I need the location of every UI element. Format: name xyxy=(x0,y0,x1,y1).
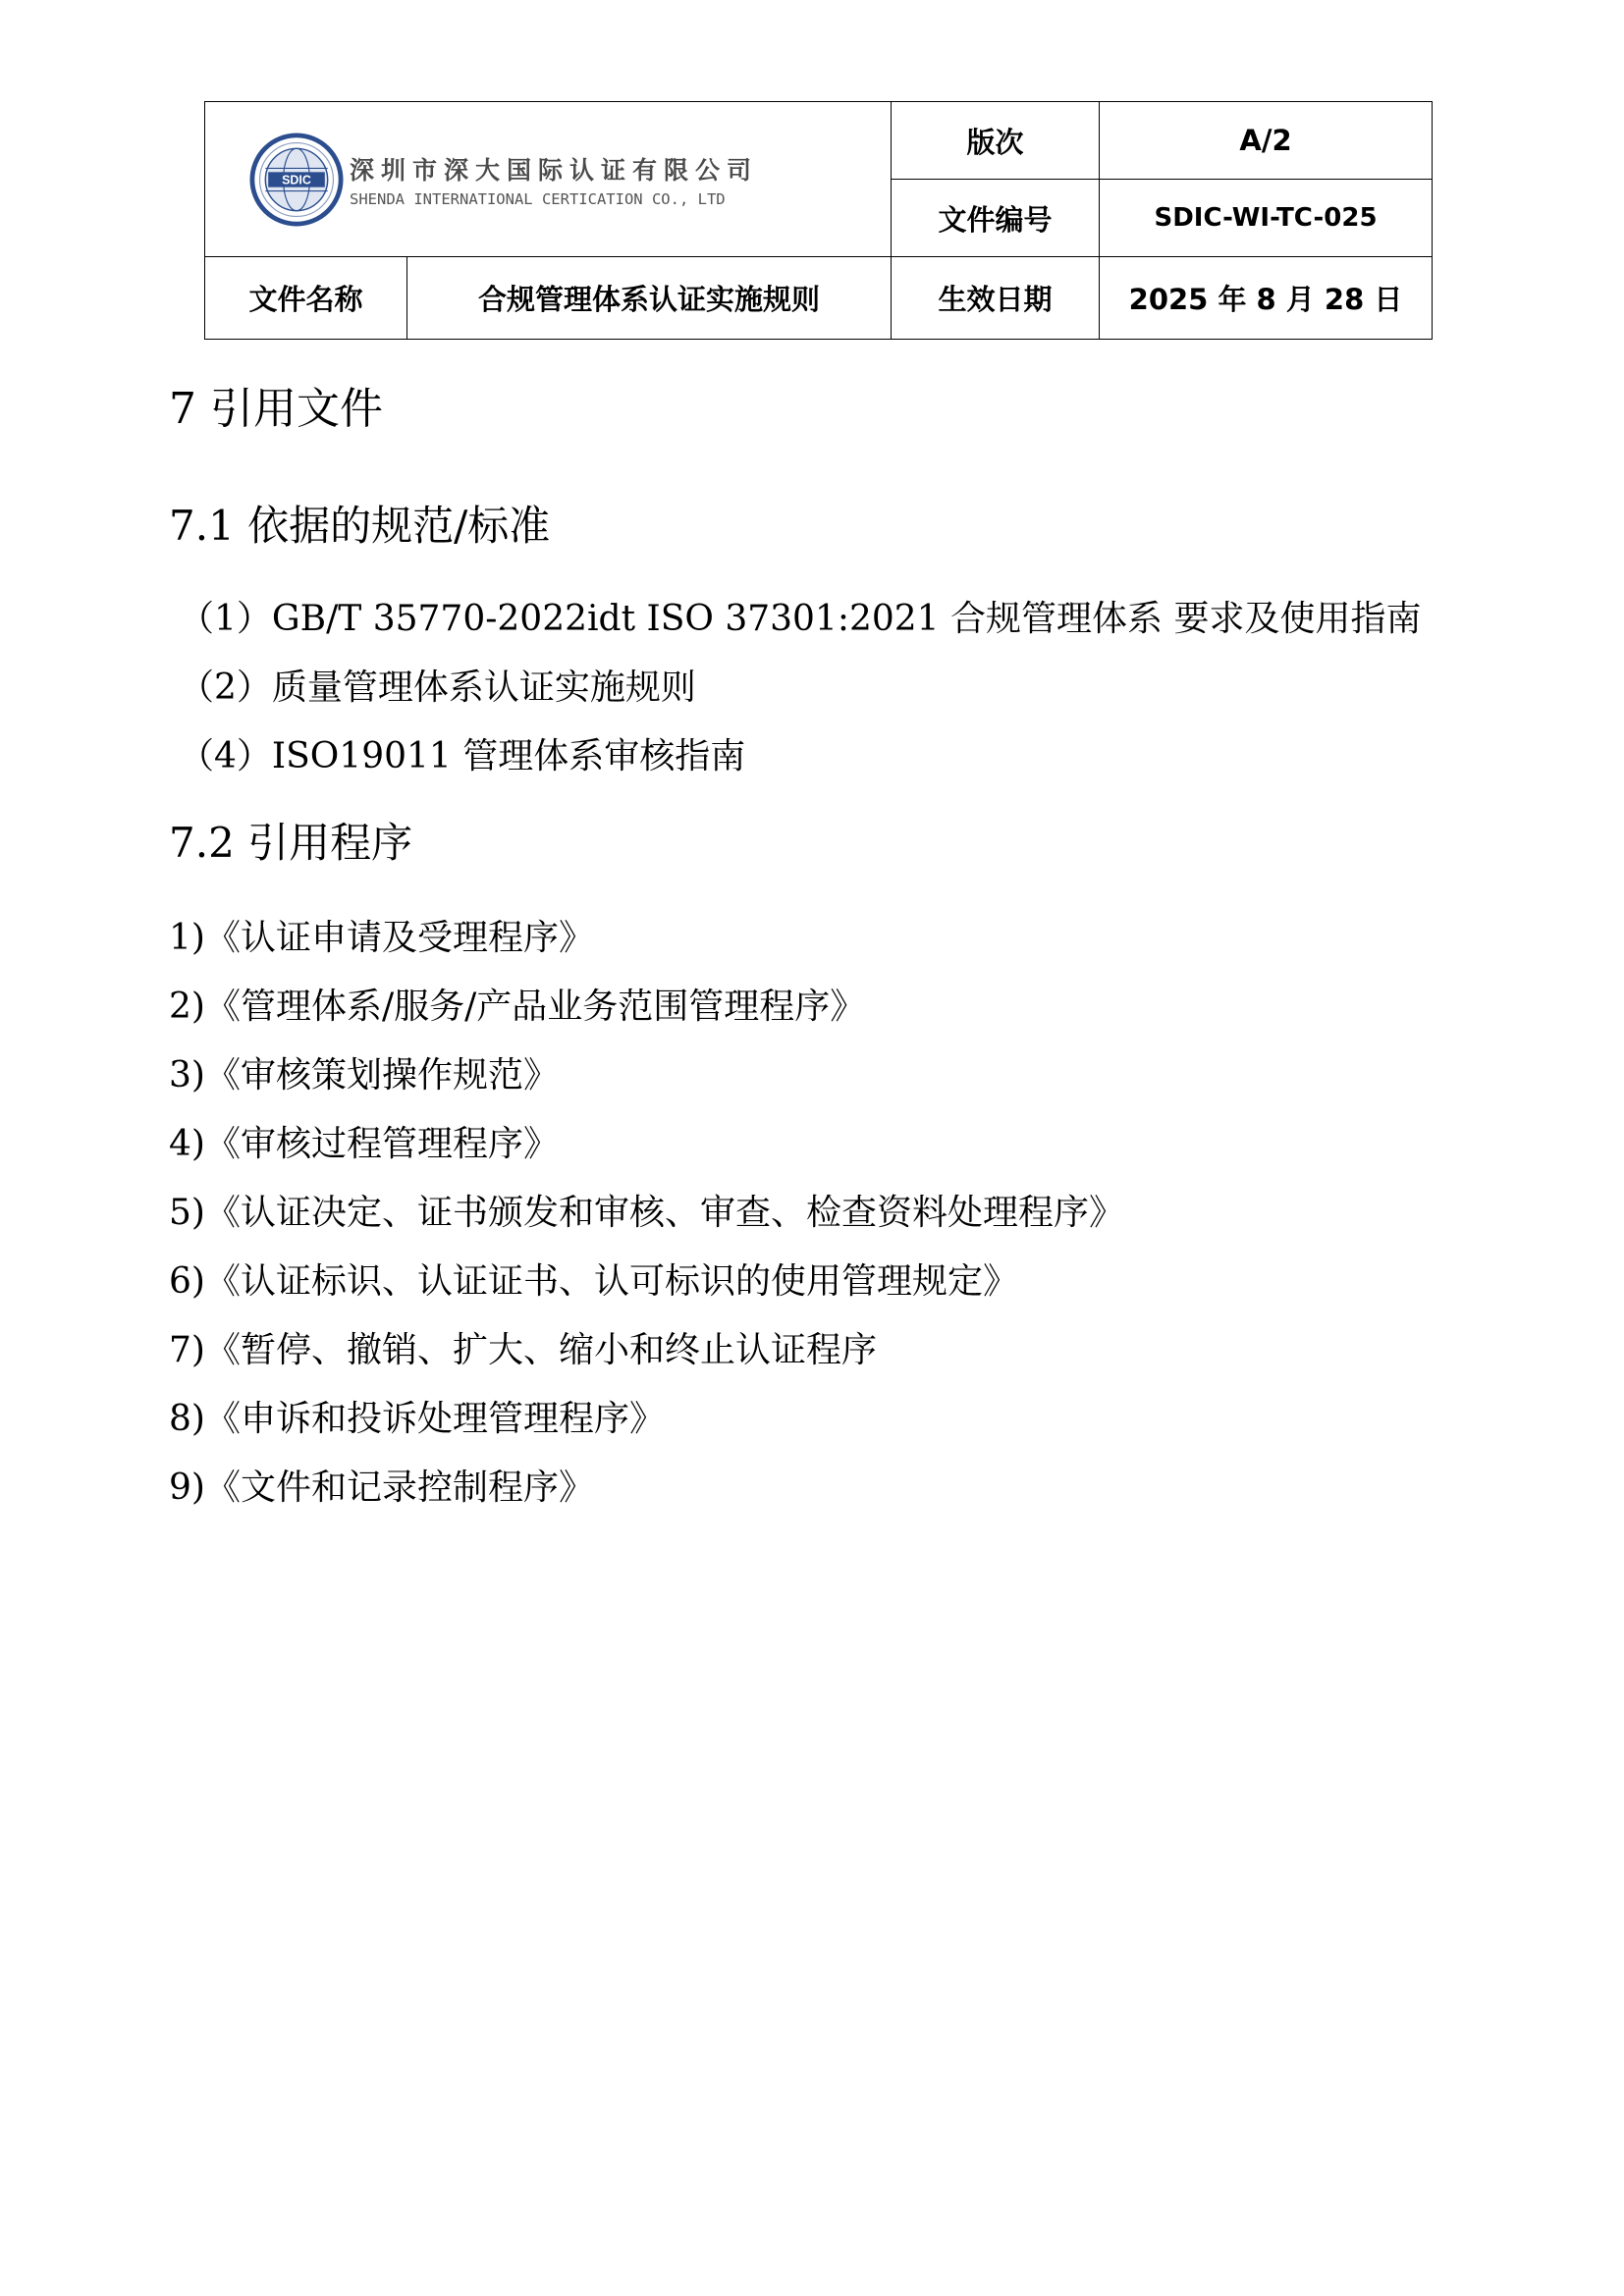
procedure-item: 2)《管理体系/服务/产品业务范围管理程序》 xyxy=(169,987,866,1027)
procedure-item: 8)《申诉和投诉处理管理程序》 xyxy=(169,1399,665,1439)
edition-value: A/2 xyxy=(1100,102,1433,180)
standard-item: （4）ISO19011 管理体系审核指南 xyxy=(179,736,746,776)
section-title: 7 引用文件 xyxy=(169,384,383,434)
procedure-item: 4)《审核过程管理程序》 xyxy=(169,1124,559,1164)
document-header-table xyxy=(204,101,1433,340)
doc-name-value: 合规管理体系认证实施规则 xyxy=(407,257,892,340)
edition-label: 版次 xyxy=(892,102,1100,180)
doc-name-label: 文件名称 xyxy=(205,257,407,340)
procedure-item: 1)《认证申请及受理程序》 xyxy=(169,918,594,958)
subsection-title-procedures: 7.2 引用程序 xyxy=(169,819,413,867)
procedure-item: 9)《文件和记录控制程序》 xyxy=(169,1468,594,1508)
company-logo-cell xyxy=(205,102,892,257)
doc-number-label: 文件编号 xyxy=(892,180,1100,257)
effective-date-value: 2025 年 8 月 28 日 xyxy=(1100,257,1433,340)
subsection-title-standards: 7.1 依据的规范/标准 xyxy=(169,502,551,550)
logo-text: SDIC xyxy=(282,172,311,187)
doc-number-value: SDIC-WI-TC-025 xyxy=(1100,180,1433,257)
company-name-cn: 深圳市深大国际认证有限公司 xyxy=(350,155,759,185)
company-name-en: SHENDA INTERNATIONAL CERTICATION CO., LTD xyxy=(350,189,726,208)
standard-item: （2）质量管理体系认证实施规则 xyxy=(179,667,696,708)
standard-item: （1）GB/T 35770-2022idt ISO 37301:2021 合规管理体系 要求及使用指南 xyxy=(179,599,1422,639)
effective-date-label: 生效日期 xyxy=(892,257,1100,340)
procedure-item: 5)《认证决定、证书颁发和审核、审查、检查资料处理程序》 xyxy=(169,1193,1124,1233)
procedure-item: 3)《审核策划操作规范》 xyxy=(169,1055,559,1095)
procedure-item: 6)《认证标识、认证证书、认可标识的使用管理规定》 xyxy=(169,1261,1018,1302)
company-logo-icon xyxy=(249,133,344,227)
procedure-item: 7)《暂停、撤销、扩大、缩小和终止认证程序 xyxy=(169,1330,877,1370)
